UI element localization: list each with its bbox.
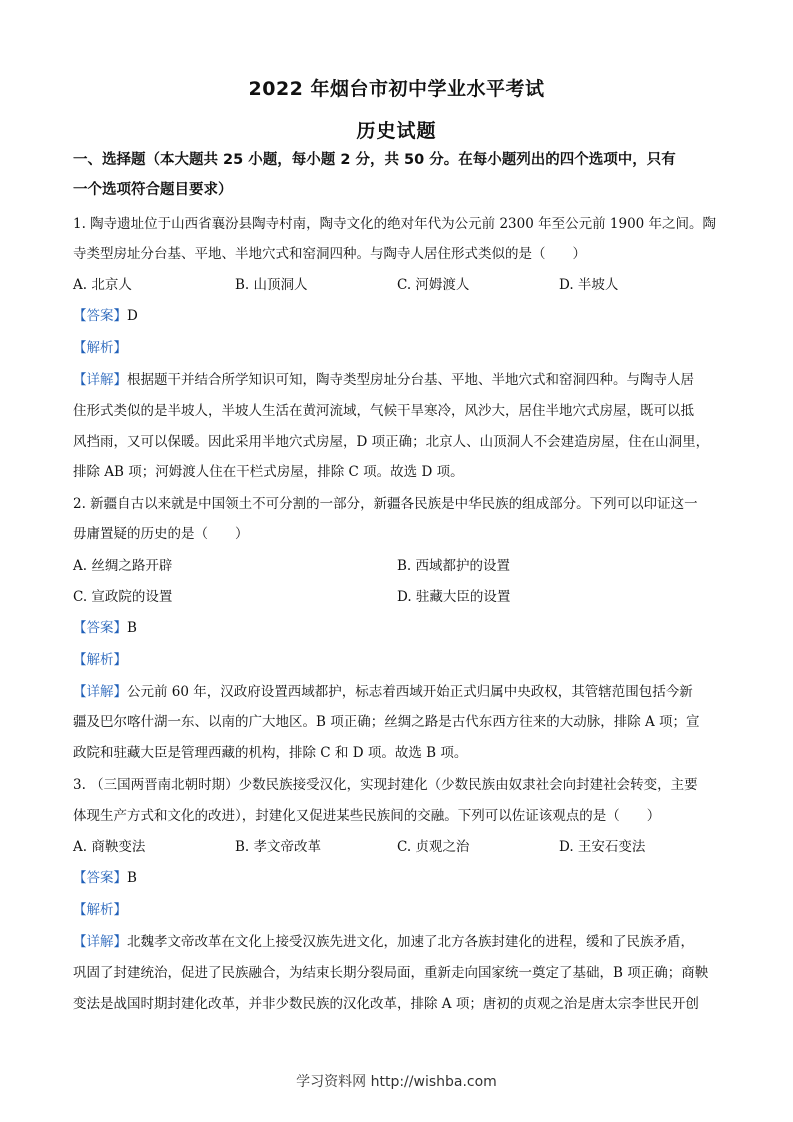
q3-stem-line-1: 3. （三国两晋南北朝时期）少数民族接受汉化，实现封建化（少数民族由奴隶社会向封建社会转变，主要 [73,777,698,793]
q2-stem-line-1: 2. 新疆自古以来就是中国领土不可分割的一部分，新疆各民族是中华民族的组成部分。下列可以印证这一 [73,496,698,512]
q1-option-a: A. 北京人 [73,277,132,293]
page-subtitle: 历史试题 [356,120,437,142]
q3-stem-line-2: 体现生产方式和文化的改进），封建化又促进某些民族间的交融。下列可以佐证该观点的是（ ） [73,808,661,824]
q1-answer-value: D [127,308,138,324]
answer-label: 【答案】 [73,870,127,886]
detail-label: 【详解】 [73,934,127,950]
q2-option-b: B. 西域都护的设置 [397,558,511,574]
detail-label: 【详解】 [73,684,127,700]
q1-option-c: C. 河姆渡人 [397,277,470,293]
q3-analysis [73,900,723,920]
q1-detail-line-2: 住形式类似的是半坡人，半坡人生活在黄河流域，气候干旱寒冷，风沙大，居住半地穴式房屋，既可以抵 [73,403,694,419]
q2-detail-text-1: 公元前 60 年，汉政府设置西域都护，标志着西域开始正式归属中央政权，其管辖范围包括今新 [127,684,693,700]
section-heading-line-1: 一、选择题（本大题共 25 小题，每小题 2 分，共 50 分。在每小题列出的四个选项中，只有 [73,152,676,168]
q1-detail-line-1 [73,370,723,390]
answer-label: 【答案】 [73,620,127,636]
q1-option-b: B. 山顶洞人 [235,277,308,293]
q2-option-d: D. 驻藏大臣的设置 [397,589,511,605]
q3-detail-line-1 [73,932,723,952]
q2-answer [73,618,723,638]
q3-option-c: C. 贞观之治 [397,839,470,855]
q1-stem-line-1: 1. 陶寺遗址位于山西省襄汾县陶寺村南，陶寺文化的绝对年代为公元前 2300 年至公元前 1900 年之间。陶 [73,216,717,232]
q2-stem-line-2: 毋庸置疑的历史的是（ ） [73,526,249,542]
q1-detail-line-4: 排除 AB 项；河姆渡人住在干栏式房屋，排除 C 项。故选 D 项。 [73,464,464,480]
footer-watermark: 学习资料网 http://wishba.com [296,1074,497,1090]
q2-detail-line-2: 疆及巴尔喀什湖一东、以南的广大地区。B 项正确；丝绸之路是古代东西方往来的大动脉，排除 A 项；宣 [73,714,700,730]
q1-detail-line-3: 风挡雨，又可以保暖。因此采用半地穴式房屋，D 项正确；北京人、山顶洞人不会建造房屋，住在山洞里， [73,434,710,450]
detail-label: 【详解】 [73,372,127,388]
q1-detail-text-1: 根据题干并结合所学知识可知，陶寺类型房址分台基、平地、半地穴式和窑洞四种。与陶寺人居 [127,372,694,388]
q2-answer-value: B [127,620,137,636]
q3-detail-line-3: 变法是战国时期封建化改革，并非少数民族的汉化改革，排除 A 项；唐初的贞观之治是唐太宗李世民开创 [73,996,699,1012]
section-heading-line-2: 一个选项符合题目要求） [73,182,233,198]
q1-stem-line-2: 寺类型房址分台基、平地、半地穴式和窑洞四种。与陶寺人居住形式类似的是（ ） [73,246,586,262]
q1-answer [73,306,723,326]
q3-answer-value: B [127,870,137,886]
q1-option-d: D. 半坡人 [559,277,619,293]
q3-answer [73,868,723,888]
analysis-label: 【解析】 [73,652,127,668]
q3-option-a: A. 商鞅变法 [73,839,146,855]
analysis-label: 【解析】 [73,902,127,918]
answer-label: 【答案】 [73,308,127,324]
page-title: 2022 年烟台市初中学业水平考试 [248,78,545,100]
q3-option-d: D. 王安石变法 [559,839,646,855]
q2-detail-line-1 [73,682,723,702]
q2-option-a: A. 丝绸之路开辟 [73,558,173,574]
q3-option-b: B. 孝文帝改革 [235,839,322,855]
q1-analysis [73,338,723,358]
q2-option-c: C. 宣政院的设置 [73,589,173,605]
analysis-label: 【解析】 [73,340,127,356]
q2-detail-line-3: 政院和驻藏大臣是管理西藏的机构，排除 C 和 D 项。故选 B 项。 [73,745,468,761]
q3-detail-text-1: 北魏孝文帝改革在文化上接受汉族先进文化，加速了北方各族封建化的进程，缓和了民族矛盾， [127,934,694,950]
q2-analysis [73,650,723,670]
q3-detail-line-2: 巩固了封建统治，促进了民族融合，为结束长期分裂局面，重新走向国家统一奠定了基础，B 项正确；商鞅 [73,965,709,981]
